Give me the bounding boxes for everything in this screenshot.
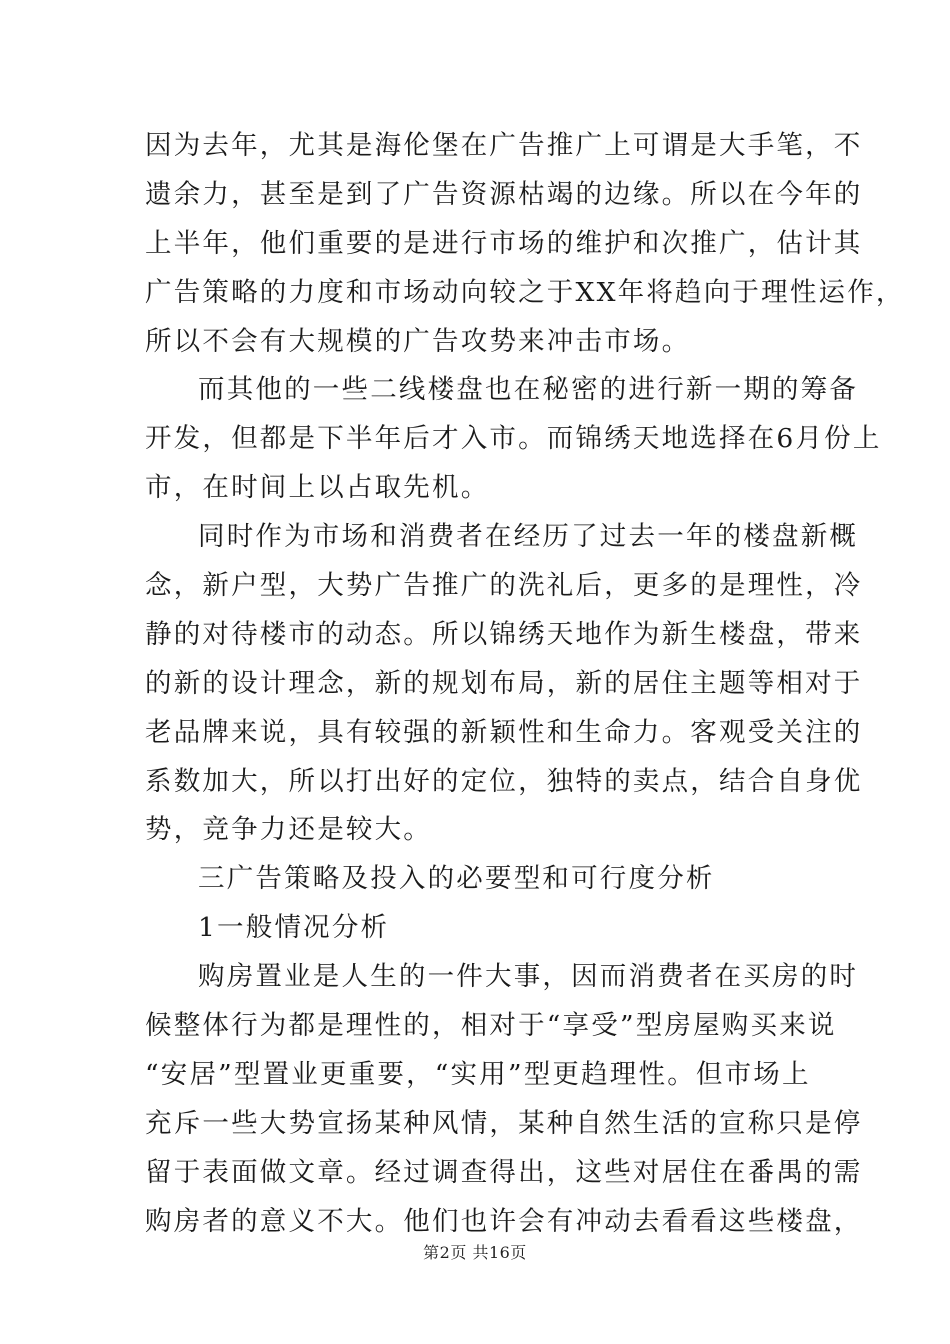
text-line: 的新的设计理念，新的规划布局，新的居住主题等相对于 xyxy=(145,667,863,699)
text-line: 静的对待楼市的动态。所以锦绣天地作为新生楼盘，带来 xyxy=(145,618,863,650)
text-line: 上半年，他们重要的是进行市场的维护和次推广，估计其 xyxy=(145,227,863,259)
text-line: 而其他的一些二线楼盘也在秘密的进行新一期的筹备 xyxy=(198,374,859,406)
text-line: 购房者的意义不大。他们也许会有冲动去看看这些楼盘， xyxy=(145,1205,863,1237)
text-line: 充斥一些大势宣扬某种风情，某种自然生活的宣称只是停 xyxy=(145,1107,863,1139)
text-line: 系数加大，所以打出好的定位，独特的卖点，结合自身优 xyxy=(145,765,863,797)
text-line: 势，竞争力还是较大。 xyxy=(145,814,432,846)
text-line: 同时作为市场和消费者在经历了过去一年的楼盘新概 xyxy=(198,521,859,553)
text-line: 开发，但都是下半年后才入市。而锦绣天地选择在6月份上 xyxy=(145,423,882,455)
text-line: 遗余力，甚至是到了广告资源枯竭的边缘。所以在今年的 xyxy=(145,178,863,210)
document-body xyxy=(145,122,905,1246)
text-line: 购房置业是人生的一件大事，因而消费者在买房的时 xyxy=(198,961,859,993)
text-line: 广告策略的力度和市场动向较之于XX年将趋向于理性运作， xyxy=(145,276,905,308)
text-line: 因为去年，尤其是海伦堡在广告推广上可谓是大手笔，不 xyxy=(145,130,863,161)
text-line: 市，在时间上以占取先机。 xyxy=(145,472,490,504)
text-line: 所以不会有大规模的广告攻势来冲击市场。 xyxy=(145,325,691,357)
text-line: 念，新户型，大势广告推广的洗礼后，更多的是理性，冷 xyxy=(145,570,863,602)
text-line: 留于表面做文章。经过调查得出，这些对居住在番禺的需 xyxy=(145,1156,863,1188)
text-line: 1一般情况分析 xyxy=(198,912,390,944)
text-line: “安居”型置业更重要，“实用”型更趋理性。但市场上 xyxy=(145,1058,811,1090)
text-line: 老品牌来说，具有较强的新颖性和生命力。客观受关注的 xyxy=(145,716,863,748)
text-line: 三广告策略及投入的必要型和可行度分析 xyxy=(198,863,715,895)
text-line: 候整体行为都是理性的，相对于“享受”型房屋购买来说 xyxy=(145,1010,837,1042)
page-footer: 第2页 共16页 xyxy=(423,1243,527,1262)
